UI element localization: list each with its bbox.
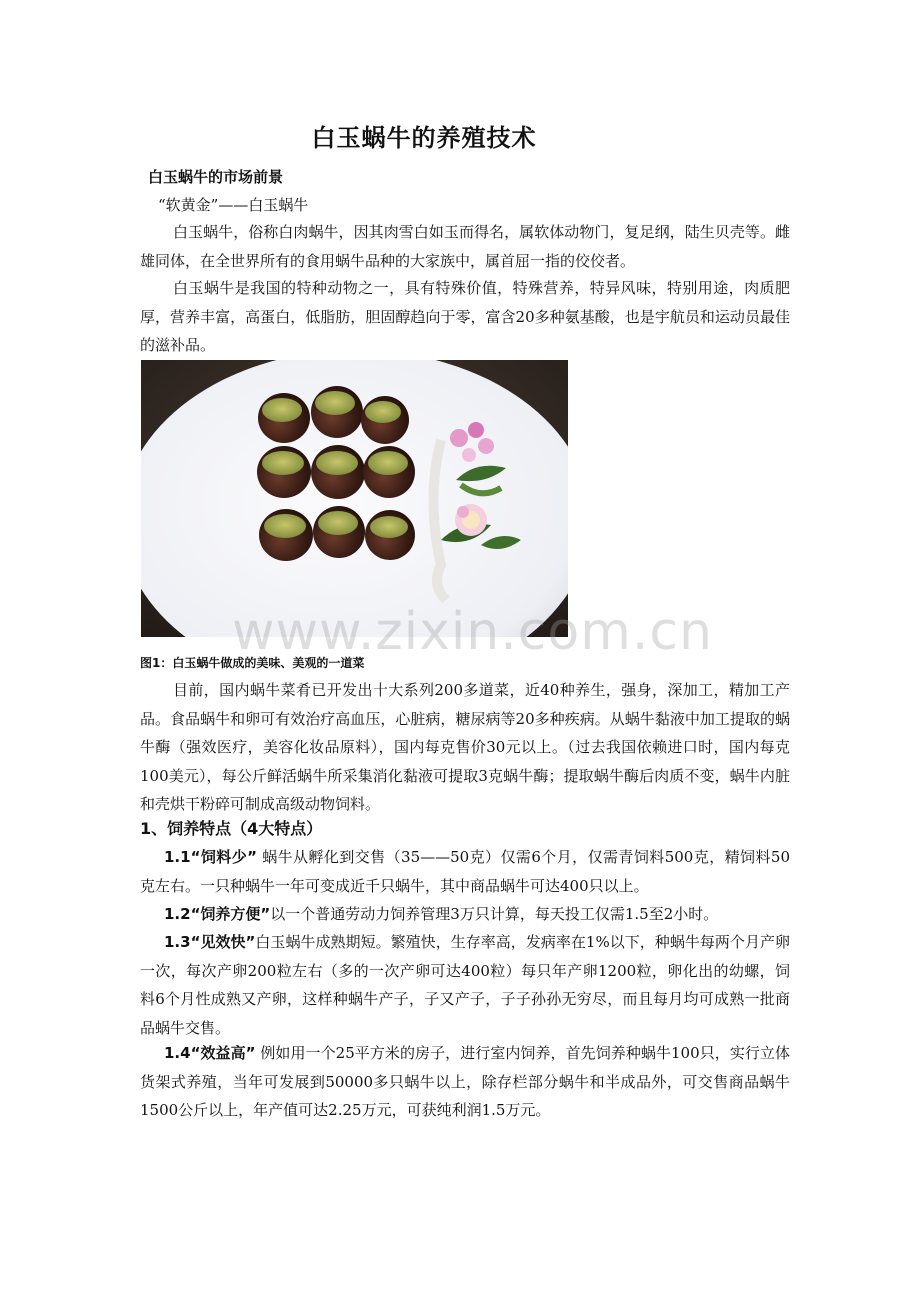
page-title: 白玉蜗牛的养殖技术 [311, 124, 537, 152]
section-heading: 1、饲养特点（4大特点） [140, 819, 323, 838]
paragraph-value: 白玉蜗牛是我国的特种动物之一，具有特殊价值，特殊营养，特异风味，特别用途，肉质肥厚，营养丰富，高蛋白，低脂肪，胆固醇趋向于零，富含20多种氨基酸，也是宇航员和运动员最佳的滋补品。 [140, 279, 790, 354]
feature-label: 1.2“饲养方便” [164, 905, 271, 923]
feature-text: 白玉蜗牛成熟期短。繁殖快，生存率高，发病率在1%以下，种蜗牛每两个月产卵一次，每次产卵200粒左右（多的一次产卵可达400粒）每只年产卵1200粒，卵化出的幼螺，饲料6个月性成熟又产卵，这样种蜗牛产子，子又产子，子子孙孙无穷尽，而且每月均可成熟一批商品蜗牛交售。 [140, 933, 790, 1037]
paragraph-market: 目前，国内蜗牛菜肴已开发出十大系列200多道菜，近40种养生，强身，深加工，精加工产品。食品蜗牛和卵可有效治疗高血压，心脏病，糖尿病等20多种疾病。从蜗牛黏液中加工提取的蜗牛酶（强效医疗，美容化妆品原料），国内每克售价30元以上。（过去我国依赖进口时，国内每克100美元），每公斤鲜活蜗牛所采集消化黏液可提取3克蜗牛酶；提取蜗牛酶后肉质不变，蜗牛内脏和壳烘干粉碎可制成高级动物饲料。 [140, 681, 790, 813]
section-subheading: 白玉蜗牛的市场前景 [148, 168, 284, 186]
snail-shells [257, 386, 415, 561]
feature-label: 1.4“效益高” [164, 1044, 256, 1062]
snail-dish-photo [141, 360, 568, 637]
feature-item [140, 900, 790, 929]
feature-label: 1.1“饲料少” [164, 848, 257, 866]
feature-item [140, 843, 790, 900]
feature-label: 1.3“见效快” [164, 933, 256, 951]
paragraph-intro: 白玉蜗牛，俗称白肉蜗牛，因其肉雪白如玉而得名，属软体动物门，复足纲，陆生贝壳等。雌雄同体，在全世界所有的食用蜗牛品种的大家族中，属首屈一指的佼佼者。 [140, 223, 790, 270]
tagline: “软黄金”——白玉蜗牛 [158, 196, 309, 214]
feature-item [140, 1039, 790, 1125]
watermark-text: www.zixin.com.cn [232, 602, 713, 662]
feature-item [140, 928, 790, 1042]
figure-caption: 图1：白玉蜗牛做成的美味、美观的一道菜 [140, 656, 365, 670]
feature-text: 蜗牛从孵化到交售（35——50克）仅需6个月，仅需青饲料500克，精饲料50克左右。一只种蜗牛一年可变成近千只蜗牛，其中商品蜗牛可达400只以上。 [140, 848, 790, 895]
feature-text: 以一个普通劳动力饲养管理3万只计算，每天投工仅需1.5至2小时。 [270, 905, 719, 923]
feature-text: 例如用一个25平方米的房子，进行室内饲养，首先饲养种蜗牛100只，实行立体货架式养殖，当年可发展到50000多只蜗牛以上，除存栏部分蜗牛和半成品外，可交售商品蜗牛1500公斤以上，年产值可达2.25万元，可获纯利润1.5万元。 [140, 1044, 790, 1119]
